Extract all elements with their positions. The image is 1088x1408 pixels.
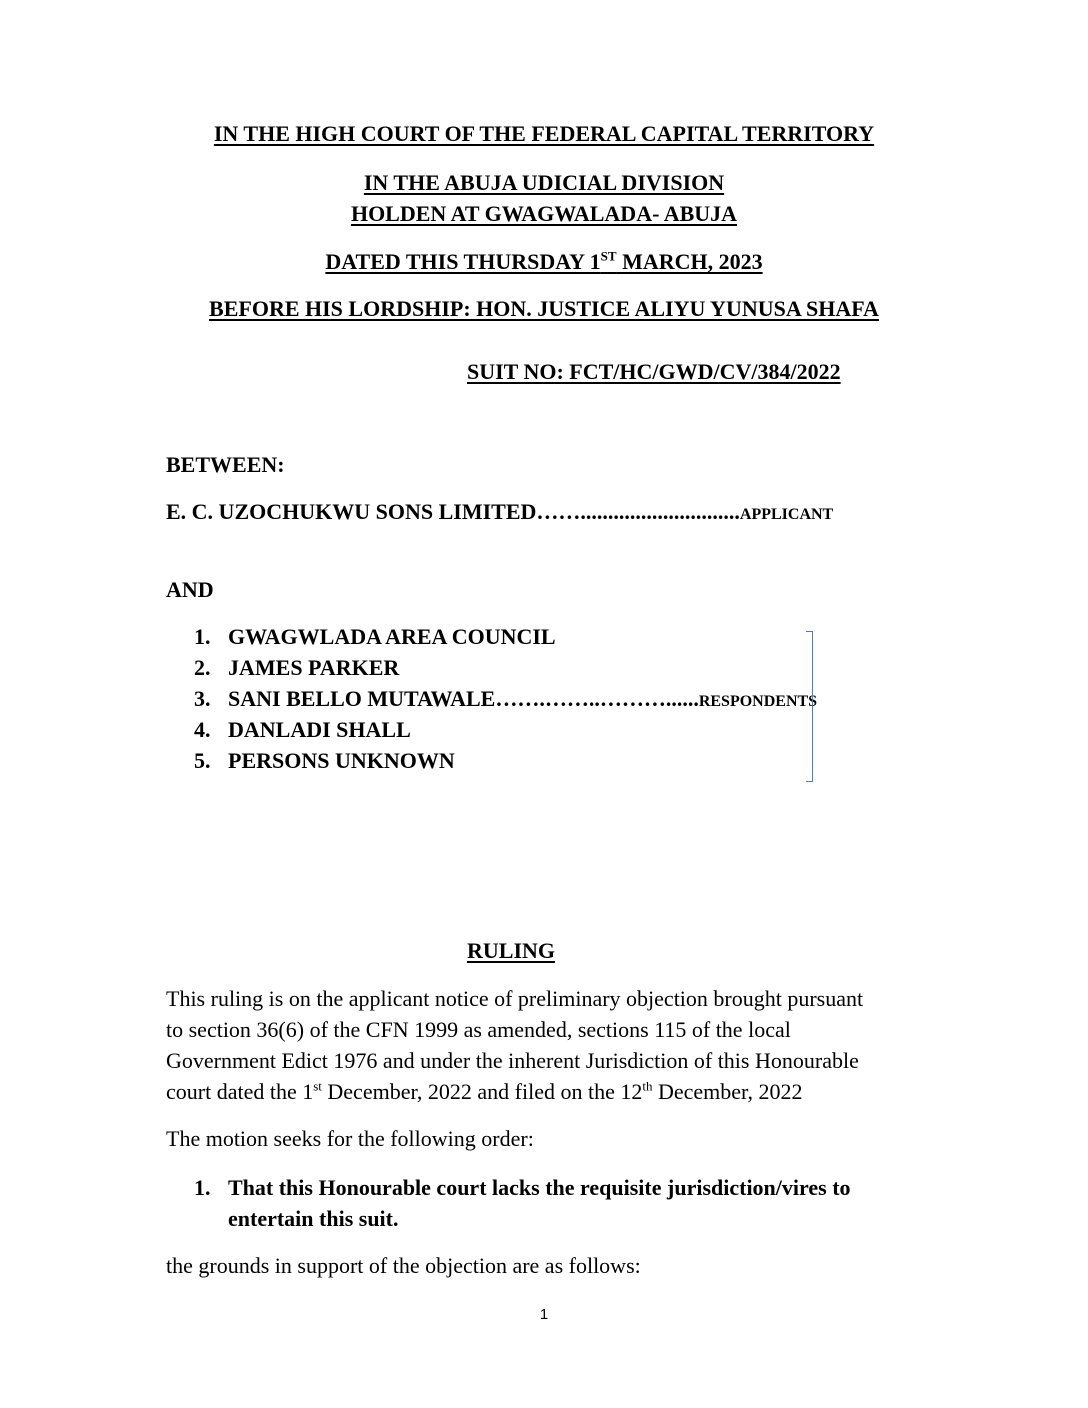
court-heading: IN THE HIGH COURT OF THE FEDERAL CAPITAL TERRITORY xyxy=(213,121,875,146)
respondent-item: 5. PERSONS UNKNOWN xyxy=(194,748,455,773)
respondents-bracket xyxy=(806,631,813,782)
order-item: 1. That this Honourable court lacks the requisite jurisdiction/vires to entertain this suit. xyxy=(194,1175,851,1231)
respondent-item: 1. GWAGWLADA AREA COUNCIL xyxy=(194,624,556,649)
and-label: AND xyxy=(166,577,214,602)
respondent-item: 4. DANLADI SHALL xyxy=(194,717,411,742)
ruling-paragraph: This ruling is on the applicant notice of preliminary objection brought pursuant to section 36(6) of the CFN 1999 as amended, sections 115 of the local Government Edict 1976 and under the inherent Jurisdiction of this Honourable court dated the 1st December, 2022 and filed on the 12th December, 2022 xyxy=(166,986,864,1104)
date-heading: DATED THIS THURSDAY 1ST MARCH, 2023 xyxy=(325,248,763,274)
respondent-item: 2. JAMES PARKER xyxy=(194,655,400,680)
suit-number: SUIT NO: FCT/HC/GWD/CV/384/2022 xyxy=(467,359,841,384)
grounds-paragraph: the grounds in support of the objection are as follows: xyxy=(166,1253,641,1278)
division-heading: IN THE ABUJA UDICIAL DIVISION xyxy=(363,170,725,195)
between-label: BETWEEN: xyxy=(166,452,285,477)
page-number: 1 xyxy=(539,1306,549,1323)
applicant-line: E. C. UZOCHUKWU SONS LIMITED…….............................APPLICANT xyxy=(166,499,834,524)
ruling-title: RULING xyxy=(467,938,556,963)
before-heading: BEFORE HIS LORDSHIP: HON. JUSTICE ALIYU YUNUSA SHAFA xyxy=(209,296,879,321)
respondent-item: 3. SANI BELLO MUTAWALE…….……..………......RESPONDENTS xyxy=(194,686,818,711)
motion-paragraph: The motion seeks for the following order: xyxy=(166,1126,534,1151)
holden-heading: HOLDEN AT GWAGWALADA- ABUJA xyxy=(350,201,738,226)
